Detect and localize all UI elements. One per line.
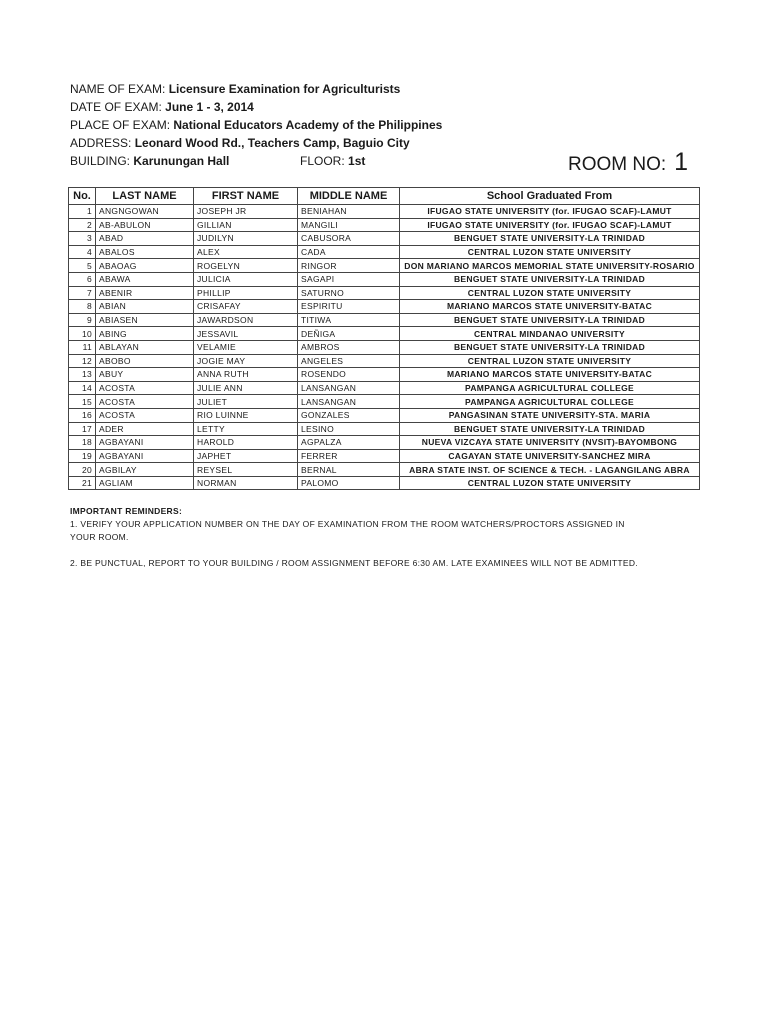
middle-name-cell: LESINO bbox=[298, 422, 400, 436]
first-name-cell: JESSAVIL bbox=[194, 327, 298, 341]
row-number: 7 bbox=[69, 286, 96, 300]
first-name-cell: VELAMIE bbox=[194, 340, 298, 354]
table-row bbox=[69, 232, 700, 246]
floor-label: FLOOR: bbox=[300, 154, 345, 168]
floor-value: 1st bbox=[348, 154, 366, 168]
col-header-no: No. bbox=[69, 188, 96, 205]
row-number: 16 bbox=[69, 408, 96, 422]
first-name-cell: JAWARDSON bbox=[194, 313, 298, 327]
middle-name-cell: ESPIRITU bbox=[298, 300, 400, 314]
row-number: 20 bbox=[69, 463, 96, 477]
first-name-cell: NORMAN bbox=[194, 476, 298, 490]
school-cell: CENTRAL MINDANAO UNIVERSITY bbox=[400, 327, 700, 341]
exam-date-line bbox=[70, 98, 710, 116]
table-body bbox=[69, 205, 700, 490]
exam-name-label: NAME OF EXAM: bbox=[70, 82, 166, 96]
reminder-1-line-2: YOUR ROOM. bbox=[70, 532, 129, 542]
exam-date-value: June 1 - 3, 2014 bbox=[165, 100, 254, 114]
last-name-cell: ABAWA bbox=[96, 272, 194, 286]
table-row bbox=[69, 205, 700, 219]
last-name-cell: ABAD bbox=[96, 232, 194, 246]
school-cell: PAMPANGA AGRICULTURAL COLLEGE bbox=[400, 395, 700, 409]
room-value: 1 bbox=[674, 148, 689, 176]
table-row bbox=[69, 245, 700, 259]
first-name-cell: CRISAFAY bbox=[194, 300, 298, 314]
last-name-cell: ACOSTA bbox=[96, 408, 194, 422]
last-name-cell: ABLAYAN bbox=[96, 340, 194, 354]
table-row bbox=[69, 272, 700, 286]
reminder-2: 2. BE PUNCTUAL, REPORT TO YOUR BUILDING / ROOM ASSIGNMENT BEFORE 6:30 AM. LATE EXAMINEES WILL NOT BE ADMITTED. bbox=[70, 558, 638, 568]
first-name-cell: HAROLD bbox=[194, 436, 298, 450]
school-cell: BENGUET STATE UNIVERSITY-LA TRINIDAD bbox=[400, 422, 700, 436]
last-name-cell: ABIASEN bbox=[96, 313, 194, 327]
first-name-cell: JAPHET bbox=[194, 449, 298, 463]
row-number: 3 bbox=[69, 232, 96, 246]
first-name-cell: GILLIAN bbox=[194, 218, 298, 232]
school-cell: DON MARIANO MARCOS MEMORIAL STATE UNIVERSITY-ROSARIO bbox=[400, 259, 700, 273]
school-cell: BENGUET STATE UNIVERSITY-LA TRINIDAD bbox=[400, 232, 700, 246]
row-number: 12 bbox=[69, 354, 96, 368]
reminders bbox=[70, 505, 710, 570]
building-label: BUILDING: bbox=[70, 154, 131, 168]
last-name-cell: ACOSTA bbox=[96, 395, 194, 409]
row-number: 19 bbox=[69, 449, 96, 463]
last-name-cell: ACOSTA bbox=[96, 381, 194, 395]
last-name-cell: ABIAN bbox=[96, 300, 194, 314]
school-cell: BENGUET STATE UNIVERSITY-LA TRINIDAD bbox=[400, 313, 700, 327]
table-row bbox=[69, 354, 700, 368]
table-row bbox=[69, 422, 700, 436]
exam-date-label: DATE OF EXAM: bbox=[70, 100, 162, 114]
middle-name-cell: GONZALES bbox=[298, 408, 400, 422]
row-number: 10 bbox=[69, 327, 96, 341]
middle-name-cell: DEÑIGA bbox=[298, 327, 400, 341]
first-name-cell: JOGIE MAY bbox=[194, 354, 298, 368]
reminder-spacer bbox=[70, 544, 710, 557]
table-row bbox=[69, 327, 700, 341]
row-number: 18 bbox=[69, 436, 96, 450]
table-row bbox=[69, 300, 700, 314]
middle-name-cell: MANGILI bbox=[298, 218, 400, 232]
school-cell: PANGASINAN STATE UNIVERSITY-STA. MARIA bbox=[400, 408, 700, 422]
last-name-cell: AGBILAY bbox=[96, 463, 194, 477]
exam-place-line bbox=[70, 116, 710, 134]
school-cell: IFUGAO STATE UNIVERSITY (for. IFUGAO SCAF)-LAMUT bbox=[400, 205, 700, 219]
last-name-cell: ADER bbox=[96, 422, 194, 436]
school-cell: MARIANO MARCOS STATE UNIVERSITY-BATAC bbox=[400, 368, 700, 382]
school-cell: IFUGAO STATE UNIVERSITY (for. IFUGAO SCAF)-LAMUT bbox=[400, 218, 700, 232]
row-number: 21 bbox=[69, 476, 96, 490]
last-name-cell: AGBAYANI bbox=[96, 436, 194, 450]
first-name-cell: ROGELYN bbox=[194, 259, 298, 273]
school-cell: BENGUET STATE UNIVERSITY-LA TRINIDAD bbox=[400, 272, 700, 286]
school-cell: CENTRAL LUZON STATE UNIVERSITY bbox=[400, 354, 700, 368]
row-number: 1 bbox=[69, 205, 96, 219]
table-row bbox=[69, 476, 700, 490]
exam-name-line bbox=[70, 80, 710, 98]
school-cell: PAMPANGA AGRICULTURAL COLLEGE bbox=[400, 381, 700, 395]
table-row bbox=[69, 436, 700, 450]
last-name-cell: AGBAYANI bbox=[96, 449, 194, 463]
school-cell: CENTRAL LUZON STATE UNIVERSITY bbox=[400, 245, 700, 259]
first-name-cell: JULIE ANN bbox=[194, 381, 298, 395]
first-name-cell: JULICIA bbox=[194, 272, 298, 286]
exam-name-value: Licensure Examination for Agriculturists bbox=[168, 82, 401, 96]
room-label: ROOM NO: bbox=[568, 154, 667, 175]
row-number: 5 bbox=[69, 259, 96, 273]
last-name-cell: ANGNGOWAN bbox=[96, 205, 194, 219]
table-header-row bbox=[69, 188, 700, 205]
col-header-middle-name: MIDDLE NAME bbox=[298, 188, 400, 205]
col-header-last-name: LAST NAME bbox=[96, 188, 194, 205]
table-row bbox=[69, 313, 700, 327]
first-name-cell: REYSEL bbox=[194, 463, 298, 477]
middle-name-cell: BENIAHAN bbox=[298, 205, 400, 219]
reminder-1-line-1: 1. VERIFY YOUR APPLICATION NUMBER ON THE DAY OF EXAMINATION FROM THE ROOM WATCHERS/PROCTORS ASSIGNED IN bbox=[70, 519, 625, 529]
school-cell: BENGUET STATE UNIVERSITY-LA TRINIDAD bbox=[400, 340, 700, 354]
exam-place-value: National Educators Academy of the Philippines bbox=[173, 118, 443, 132]
row-number: 11 bbox=[69, 340, 96, 354]
row-number: 4 bbox=[69, 245, 96, 259]
table-row bbox=[69, 340, 700, 354]
room-number bbox=[568, 148, 688, 177]
table-row bbox=[69, 463, 700, 477]
table-row bbox=[69, 218, 700, 232]
last-name-cell: ABING bbox=[96, 327, 194, 341]
last-name-cell: ABENIR bbox=[96, 286, 194, 300]
row-number: 9 bbox=[69, 313, 96, 327]
middle-name-cell: CADA bbox=[298, 245, 400, 259]
table-row bbox=[69, 395, 700, 409]
building-value: Karunungan Hall bbox=[133, 154, 230, 168]
school-cell: MARIANO MARCOS STATE UNIVERSITY-BATAC bbox=[400, 300, 700, 314]
middle-name-cell: FERRER bbox=[298, 449, 400, 463]
middle-name-cell: AGPALZA bbox=[298, 436, 400, 450]
middle-name-cell: AMBROS bbox=[298, 340, 400, 354]
school-cell: ABRA STATE INST. OF SCIENCE & TECH. - LAGANGILANG ABRA bbox=[400, 463, 700, 477]
middle-name-cell: PALOMO bbox=[298, 476, 400, 490]
examinee-table bbox=[68, 187, 700, 490]
exam-place-label: PLACE OF EXAM: bbox=[70, 118, 171, 132]
middle-name-cell: LANSANGAN bbox=[298, 395, 400, 409]
last-name-cell: ABAOAG bbox=[96, 259, 194, 273]
table-row bbox=[69, 381, 700, 395]
first-name-cell: RIO LUINNE bbox=[194, 408, 298, 422]
middle-name-cell: BERNAL bbox=[298, 463, 400, 477]
middle-name-cell: RINGOR bbox=[298, 259, 400, 273]
row-number: 6 bbox=[69, 272, 96, 286]
row-number: 13 bbox=[69, 368, 96, 382]
table-row bbox=[69, 368, 700, 382]
school-cell: CAGAYAN STATE UNIVERSITY-SANCHEZ MIRA bbox=[400, 449, 700, 463]
middle-name-cell: LANSANGAN bbox=[298, 381, 400, 395]
last-name-cell: AB-ABULON bbox=[96, 218, 194, 232]
address-label: ADDRESS: bbox=[70, 136, 132, 150]
last-name-cell: ABALOS bbox=[96, 245, 194, 259]
middle-name-cell: SAGAPI bbox=[298, 272, 400, 286]
school-cell: CENTRAL LUZON STATE UNIVERSITY bbox=[400, 476, 700, 490]
first-name-cell: PHILLIP bbox=[194, 286, 298, 300]
last-name-cell: ABOBO bbox=[96, 354, 194, 368]
school-cell: NUEVA VIZCAYA STATE UNIVERSITY (NVSIT)-BAYOMBONG bbox=[400, 436, 700, 450]
middle-name-cell: ROSENDO bbox=[298, 368, 400, 382]
first-name-cell: LETTY bbox=[194, 422, 298, 436]
row-number: 14 bbox=[69, 381, 96, 395]
table-row bbox=[69, 449, 700, 463]
row-number: 2 bbox=[69, 218, 96, 232]
reminders-title: IMPORTANT REMINDERS: bbox=[70, 506, 183, 516]
col-header-school: School Graduated From bbox=[400, 188, 700, 205]
middle-name-cell: ANGELES bbox=[298, 354, 400, 368]
row-number: 8 bbox=[69, 300, 96, 314]
first-name-cell: JUDILYN bbox=[194, 232, 298, 246]
first-name-cell: ANNA RUTH bbox=[194, 368, 298, 382]
first-name-cell: JULIET bbox=[194, 395, 298, 409]
col-header-first-name: FIRST NAME bbox=[194, 188, 298, 205]
first-name-cell: JOSEPH JR bbox=[194, 205, 298, 219]
row-number: 17 bbox=[69, 422, 96, 436]
table-row bbox=[69, 259, 700, 273]
middle-name-cell: TITIWA bbox=[298, 313, 400, 327]
table-row bbox=[69, 408, 700, 422]
floor-info bbox=[300, 152, 365, 170]
first-name-cell: ALEX bbox=[194, 245, 298, 259]
table-row bbox=[69, 286, 700, 300]
school-cell: CENTRAL LUZON STATE UNIVERSITY bbox=[400, 286, 700, 300]
middle-name-cell: SATURNO bbox=[298, 286, 400, 300]
middle-name-cell: CABUSORA bbox=[298, 232, 400, 246]
row-number: 15 bbox=[69, 395, 96, 409]
last-name-cell: AGLIAM bbox=[96, 476, 194, 490]
address-value: Leonard Wood Rd., Teachers Camp, Baguio City bbox=[134, 136, 410, 150]
last-name-cell: ABUY bbox=[96, 368, 194, 382]
